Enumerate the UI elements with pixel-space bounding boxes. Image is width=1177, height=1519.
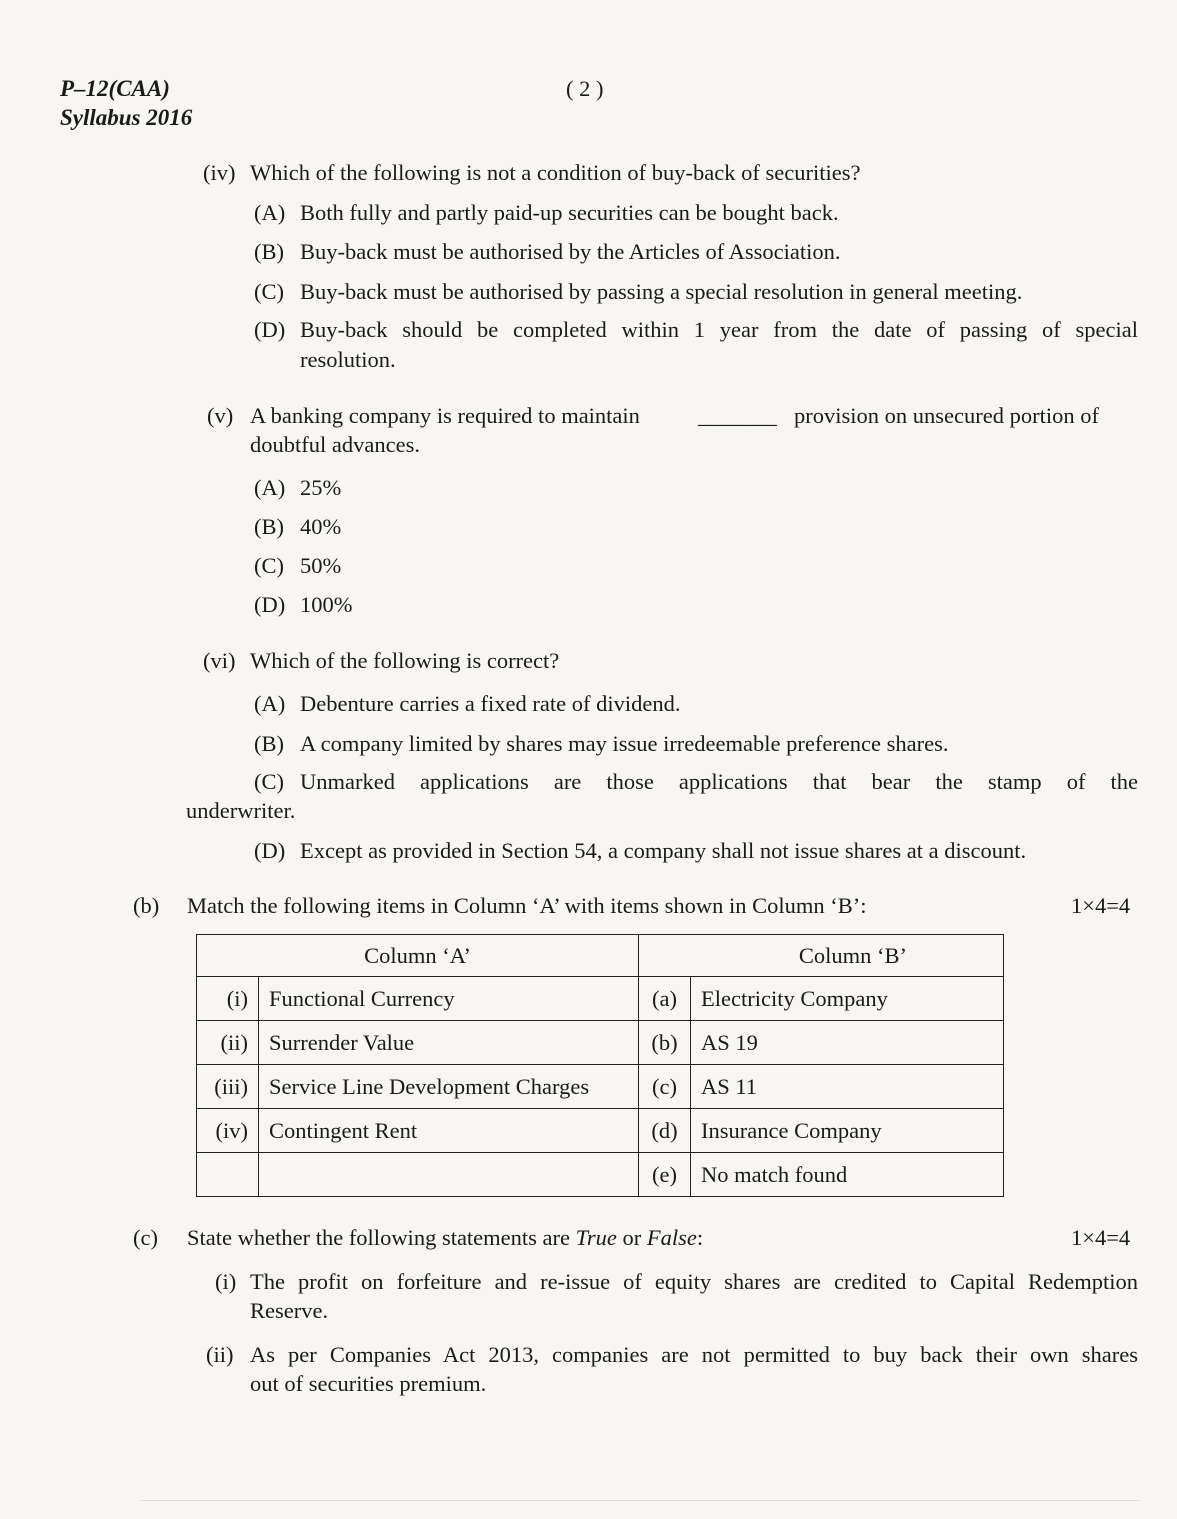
page-bottom-divider xyxy=(140,1500,1140,1501)
q-v-blank: _______ xyxy=(698,403,777,428)
q-iv-option-text: Both fully and partly paid-up securities can be bought back. xyxy=(300,200,839,225)
c-item-text-cont: out of securities premium. xyxy=(250,1371,487,1396)
c-item-number: (ii) xyxy=(206,1342,234,1367)
col-b-number: (c) xyxy=(639,1065,691,1109)
q-vi-option-label: (A) xyxy=(254,691,286,716)
c-item-text-cont: Reserve. xyxy=(250,1298,329,1323)
q-v-option-label: (C) xyxy=(254,553,284,578)
syllabus-label: Syllabus 2016 xyxy=(60,105,193,130)
q-iv-option-text: Buy-back must be authorised by passing a special resolution in general meeting. xyxy=(300,279,1023,304)
q-v-option-text: 50% xyxy=(300,553,342,578)
q-vi-option-text: Debenture carries a fixed rate of dividend. xyxy=(300,691,681,716)
part-c-instruction xyxy=(187,1223,703,1253)
column-a-header: Column ‘A’ xyxy=(197,935,639,977)
table-row xyxy=(197,1065,1004,1109)
col-a-item: Contingent Rent xyxy=(259,1109,639,1153)
col-b-number: (a) xyxy=(639,977,691,1021)
q-iv-option-label: (D) xyxy=(254,317,286,342)
col-a-item: Service Line Development Charges xyxy=(259,1065,639,1109)
c-item-text: As per Companies Act 2013, companies are not permitted to buy back their own shares xyxy=(250,1342,1138,1367)
c-item-number: (i) xyxy=(215,1269,237,1294)
q-vi-option-label: (B) xyxy=(254,731,284,756)
q-iv-text: Which of the following is not a condition of buy-back of securities? xyxy=(250,160,861,185)
c-item-text: The profit on forfeiture and re-issue of equity shares are credited to Capital Redemption xyxy=(250,1269,1138,1294)
q-iv-option-label: (B) xyxy=(254,239,284,264)
col-a-number xyxy=(197,1153,259,1197)
part-c-instruction-text: State whether the following statements are xyxy=(187,1225,571,1250)
col-a-item: Surrender Value xyxy=(259,1021,639,1065)
q-vi-option-label: (C) xyxy=(254,769,284,794)
part-b-label: (b) xyxy=(133,893,160,918)
q-iv-option-label: (A) xyxy=(254,200,286,225)
q-v-option-label: (D) xyxy=(254,592,286,617)
q-iv-option-label: (C) xyxy=(254,279,284,304)
page-number: ( 2 ) xyxy=(566,76,604,101)
col-a-number: (iv) xyxy=(197,1109,259,1153)
column-b-header: Column ‘B’ xyxy=(639,935,1004,977)
q-vi-option-text: Except as provided in Section 54, a company shall not issue shares at a discount. xyxy=(300,838,1027,863)
colon: : xyxy=(696,1225,704,1250)
true-word: True xyxy=(575,1225,617,1250)
false-word: False xyxy=(646,1225,697,1250)
q-v-option-text: 100% xyxy=(300,592,353,617)
or-word: or xyxy=(622,1225,642,1250)
q-vi-option-label: (D) xyxy=(254,838,286,863)
col-b-number: (d) xyxy=(639,1109,691,1153)
col-b-number: (e) xyxy=(639,1153,691,1197)
col-a-number: (ii) xyxy=(197,1021,259,1065)
q-v-text-pre: A banking company is required to maintain xyxy=(250,403,640,428)
paper-code: P–12(CAA) xyxy=(60,76,170,101)
q-v-option-label: (B) xyxy=(254,514,284,539)
table-row xyxy=(197,977,1004,1021)
q-v-option-text: 25% xyxy=(300,475,342,500)
q-vi-number: (vi) xyxy=(203,648,236,673)
table-row xyxy=(197,1153,1004,1197)
col-a-item: Functional Currency xyxy=(259,977,639,1021)
q-vi-option-text-cont: underwriter. xyxy=(186,798,296,823)
match-table xyxy=(196,934,1004,1197)
table-row xyxy=(197,1109,1004,1153)
col-b-item: Insurance Company xyxy=(691,1109,1004,1153)
col-a-number: (i) xyxy=(197,977,259,1021)
q-vi-option-text: A company limited by shares may issue irredeemable preference shares. xyxy=(300,731,949,756)
col-b-item: AS 19 xyxy=(691,1021,1004,1065)
table-header-row xyxy=(197,935,1004,977)
col-b-item: Electricity Company xyxy=(691,977,1004,1021)
part-c-marks: 1×4=4 xyxy=(1071,1225,1131,1250)
col-a-number: (iii) xyxy=(197,1065,259,1109)
q-iv-option-text: Buy-back must be authorised by the Articles of Association. xyxy=(300,239,841,264)
q-iv-number: (iv) xyxy=(203,160,236,185)
table-row xyxy=(197,1021,1004,1065)
q-vi-option-text: Unmarked applications are those applications that bear the stamp of the xyxy=(300,769,1138,794)
q-vi-text: Which of the following is correct? xyxy=(250,648,560,673)
q-v-option-text: 40% xyxy=(300,514,342,539)
part-c-label: (c) xyxy=(133,1225,158,1250)
q-iv-option-text: Buy-back should be completed within 1 year from the date of passing of special xyxy=(300,317,1138,342)
q-v-text-cont: doubtful advances. xyxy=(250,432,420,457)
col-b-item: AS 11 xyxy=(691,1065,1004,1109)
part-b-instruction: Match the following items in Column ‘A’ with items shown in Column ‘B’: xyxy=(187,893,867,918)
q-iv-option-text-cont: resolution. xyxy=(300,347,396,372)
q-v-number: (v) xyxy=(207,403,234,428)
part-b-marks: 1×4=4 xyxy=(1071,893,1131,918)
col-a-item xyxy=(259,1153,639,1197)
q-v-option-label: (A) xyxy=(254,475,286,500)
q-v-text-post: provision on unsecured portion of xyxy=(794,403,1099,428)
col-b-number: (b) xyxy=(639,1021,691,1065)
col-b-item: No match found xyxy=(691,1153,1004,1197)
